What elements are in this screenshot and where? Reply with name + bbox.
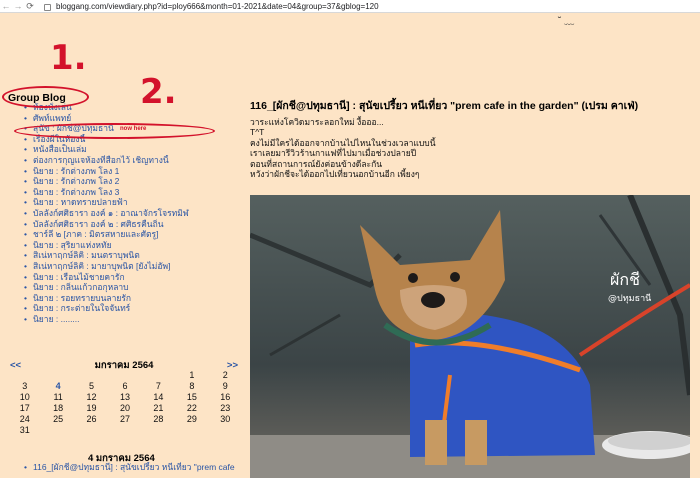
calendar-day: 31: [19, 425, 30, 435]
calendar-day: 15: [186, 392, 197, 402]
calendar-day: 16: [220, 392, 231, 402]
sidebar-item[interactable]: • นิยาย : รักต่างภพ โลง 1: [24, 166, 236, 177]
calendar-day: 25: [53, 414, 64, 424]
calendar-day: [142, 425, 175, 436]
annotation-number-2: 2.: [140, 72, 177, 112]
calendar-day: 20: [119, 403, 130, 413]
sidebar-item[interactable]: • สิเน่หาฤกษ์ลิคิ : มายาบุพนิต [ยังไม่อัพ]: [24, 261, 236, 272]
sidebar-item[interactable]: • นิยาย : เรือนไม้ชายคารัก: [24, 272, 236, 283]
calendar-day: 28: [153, 414, 164, 424]
annotation-circle-group-blog: [2, 86, 89, 108]
post-title: 116_[ผักชี@ปทุมธานี] : สุนัขเปรี้ยว หนีเที่ยว "prem cafe in the garden" (เปรม คาเฟ่): [250, 100, 639, 112]
calendar-prev-link[interactable]: <<: [10, 360, 22, 371]
calendar-day: 12: [86, 392, 97, 402]
calendar-day: [41, 370, 74, 381]
browser-toolbar: [0, 0, 700, 13]
calendar-day: 5: [89, 381, 95, 391]
post-photo-dog: [250, 195, 690, 478]
post-line: เราเลยมารีวิวร้านกาแฟที่ไปมาเมื่อช่วงปลายปี: [250, 148, 417, 159]
reload-icon[interactable]: ⟳: [26, 1, 34, 11]
calendar-day: 26: [86, 414, 97, 424]
sidebar-item[interactable]: • นิยาย : รอยทรายบนลายรัก: [24, 293, 236, 304]
photo-watermark-name: ผักชี: [610, 270, 640, 289]
sidebar-item[interactable]: • หนังสือเป็นเล่ม: [24, 144, 236, 155]
annotation-circle-current-item: [14, 123, 215, 139]
calendar-day: [142, 370, 175, 381]
calendar-day: 9: [222, 381, 228, 391]
post-line: หวังว่าผักชีจะได้ออกไปเที่ยวนอกบ้านอีก เพี้ยงๆ: [250, 169, 420, 180]
calendar-day: 2: [222, 370, 228, 380]
calendar-day: 1: [189, 370, 195, 380]
calendar-day: 17: [19, 403, 30, 413]
sidebar-item[interactable]: • นิยาย : รักต่างภพ โลง 3: [24, 187, 236, 198]
annotation-now-here: now here: [120, 126, 147, 132]
calendar-day: 6: [122, 381, 128, 391]
header-decoration: ˘ ﹏: [558, 16, 575, 27]
calendar-day: 19: [86, 403, 97, 413]
calendar-day: 10: [19, 392, 30, 402]
sidebar-item[interactable]: • บัลลังก์ศศิธารา องค์ ๑ : อาณาจักรโจรทมิฬ: [24, 208, 236, 219]
sidebar-item[interactable]: • ต่องการกุญแจห้องที่สือกไว้ เชิญทางนี้: [24, 155, 236, 166]
calendar-day[interactable]: 4: [55, 381, 61, 391]
day-entries-list: [24, 462, 244, 473]
sidebar-item[interactable]: • นิยาย : รักต่างภพ โลง 2: [24, 176, 236, 187]
calendar-day: 14: [153, 392, 164, 402]
calendar-day: 8: [189, 381, 195, 391]
calendar-day: 24: [19, 414, 30, 424]
calendar-day: 29: [186, 414, 197, 424]
post-line: ตอนที่สถานการณ์ยังค่อนข้างดีละกัน: [250, 158, 383, 169]
post-line: วาระแห่งโควิดมาระลอกใหม่ งื้อออ...: [250, 117, 384, 127]
photo-watermark-place: @ปทุมธานี: [608, 294, 652, 304]
calendar-day: [108, 425, 141, 436]
calendar-day: [8, 370, 41, 381]
group-blog-title: Group Blog: [8, 92, 66, 104]
sidebar-item[interactable]: • นิยาย : หาดทรายปลายฟ้า: [24, 197, 236, 208]
calendar-day: [209, 425, 242, 436]
forward-arrow-icon[interactable]: →: [13, 1, 23, 11]
calendar-day: 11: [53, 392, 63, 402]
calendar-day: [41, 425, 74, 436]
address-bar[interactable]: [44, 2, 379, 11]
calendar-day: 30: [220, 414, 231, 424]
calendar-day: 21: [153, 403, 164, 413]
sidebar-item[interactable]: • สิเน่หาฤกษ์ลิคิ : มนตราบุพนิต: [24, 250, 236, 261]
sidebar-item[interactable]: • เรื่องผีในห้องนี้: [24, 134, 236, 145]
calendar-day: [75, 425, 108, 436]
dog-photo-illustration: [250, 195, 690, 478]
sidebar-item[interactable]: • ชาร์ลี ๒ [ภาค : มิตรสหายและศัตรู]: [24, 229, 236, 240]
sidebar-item[interactable]: • นิยาย : ........: [24, 314, 236, 325]
calendar-grid: [8, 370, 242, 436]
calendar-day: 22: [186, 403, 197, 413]
sidebar-item[interactable]: • นิยาย : กลิ่นแก้วกอกุหลาบ: [24, 282, 236, 293]
sidebar-item[interactable]: • ห้องนั่งเล่น: [24, 102, 236, 113]
calendar-month-label: มกราคม 2564: [94, 360, 154, 371]
back-arrow-icon[interactable]: ←: [1, 1, 11, 11]
lock-icon: [44, 4, 51, 11]
post-line: T^T: [250, 127, 265, 138]
calendar-day: 3: [22, 381, 28, 391]
post-line: คงไม่มีใครได้ออกจากบ้านไปไหนในช่วงเวลาแบบนี้: [250, 137, 436, 148]
calendar-day: 23: [220, 403, 231, 413]
post-body: [250, 117, 436, 179]
sidebar-item[interactable]: • บัลลังก์ศศิธารา องค์ ๒ : ศศิธรคืนถิ่น: [24, 219, 236, 230]
calendar-day: 18: [53, 403, 64, 413]
sidebar-item[interactable]: • นิยาย : สุริยาแห่งหทัย: [24, 240, 236, 251]
annotation-number-1: 1.: [50, 38, 87, 78]
calendar-next-link[interactable]: >>: [226, 360, 238, 371]
day-entries-title: 4 มกราคม 2564: [88, 453, 155, 464]
calendar-day: 13: [119, 392, 130, 402]
calendar-day: 7: [155, 381, 161, 391]
calendar-day: 27: [119, 414, 130, 424]
day-entry-link[interactable]: • 116_[ผักชี@ปทุมธานี] : สุนัขเปรี้ยว หนีเที่ยว "prem cafe: [24, 462, 244, 473]
sidebar-item[interactable]: • สุนัข : ผักชี@ปทุมธานี: [24, 123, 236, 134]
sidebar-item[interactable]: • ศัพท์แพทย์: [24, 113, 236, 124]
url-text: bloggang.com/viewdiary.php?id=ploy666&month=01-2021&date=04&group=37&gblog=120: [56, 1, 379, 11]
calendar-day: [175, 425, 208, 436]
sidebar-item[interactable]: • นิยาย : กระต่ายในใจจันทร์: [24, 303, 236, 314]
calendar-day: [108, 370, 141, 381]
calendar-day: [75, 370, 108, 381]
